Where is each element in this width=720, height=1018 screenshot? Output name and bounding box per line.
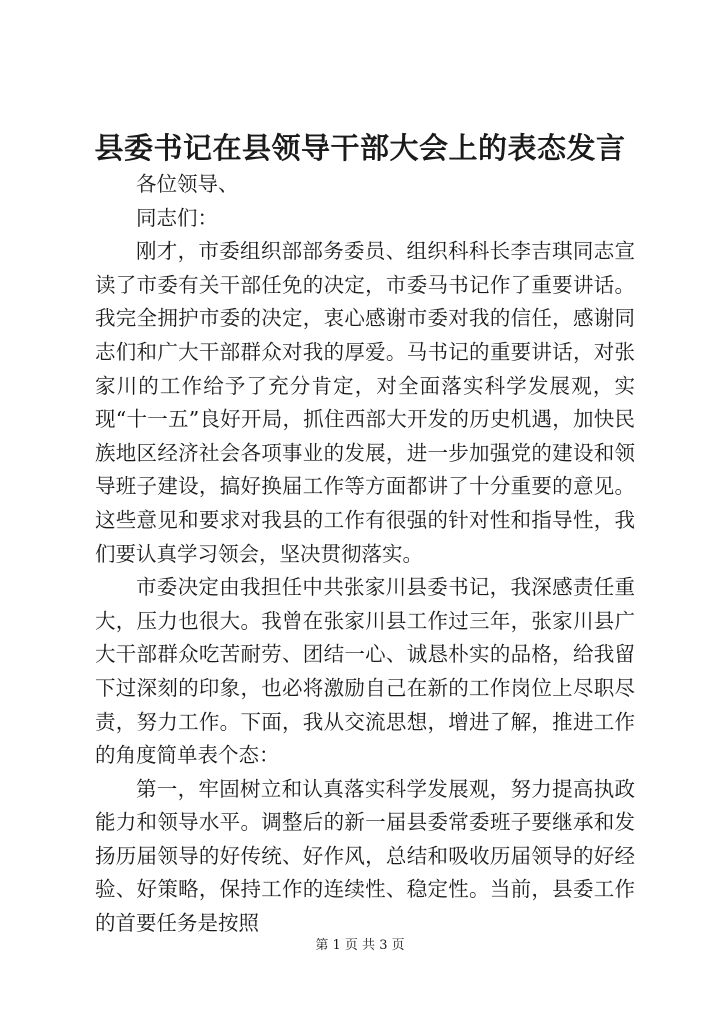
salutation-line-1: 各位领导、 [136, 172, 239, 196]
document-body [95, 168, 635, 941]
document-title: 县委书记在县领导干部大会上的表态发言 [94, 131, 626, 165]
paragraph-1: 刚才，市委组织部部务委员、组织科科长李吉琪同志宣读了市委有关干部任免的决定，市委马书记作了重要讲话。我完全拥护市委的决定，衷心感谢市委对我的信任，感谢同志们和广大干部群众对我的厚爱。马书记的重要讲话，对张家川的工作给予了充分肯定，对全面落实科学发展观，实现“十一五”良好开局，抓住西部大开发的历史机遇，加快民族地区经济社会各项事业的发展，进一步加强党的建设和领导班子建设，搞好换届工作等方面都讲了十分重要的意见。这些意见和要求对我县的工作有很强的针对性和指导性，我们要认真学习领会，坚决贯彻落实。 [95, 239, 635, 566]
page-footer: 第 1 页 共 3 页 [315, 938, 405, 953]
paragraph-3: 第一，牢固树立和认真落实科学发展观，努力提高执政能力和领导水平。调整后的新一届县委常委班子要继承和发扬历届领导的好传统、好作风，总结和吸收历届领导的好经验、好策略，保持工作的连续性、稳定性。当前，县委工作的首要任务是按照 [95, 776, 635, 936]
paragraph-2: 市委决定由我担任中共张家川县委书记，我深感责任重大，压力也很大。我曾在张家川县工作过三年，张家川县广大干部群众吃苦耐劳、团结一心、诚恳朴实的品格，给我留下过深刻的印象，也必将激励自己在新的工作岗位上尽职尽责，努力工作。下面，我从交流思想，增进了解，推进工作的角度简单表个态： [95, 575, 635, 768]
salutation-line-2: 同志们： [136, 205, 218, 230]
